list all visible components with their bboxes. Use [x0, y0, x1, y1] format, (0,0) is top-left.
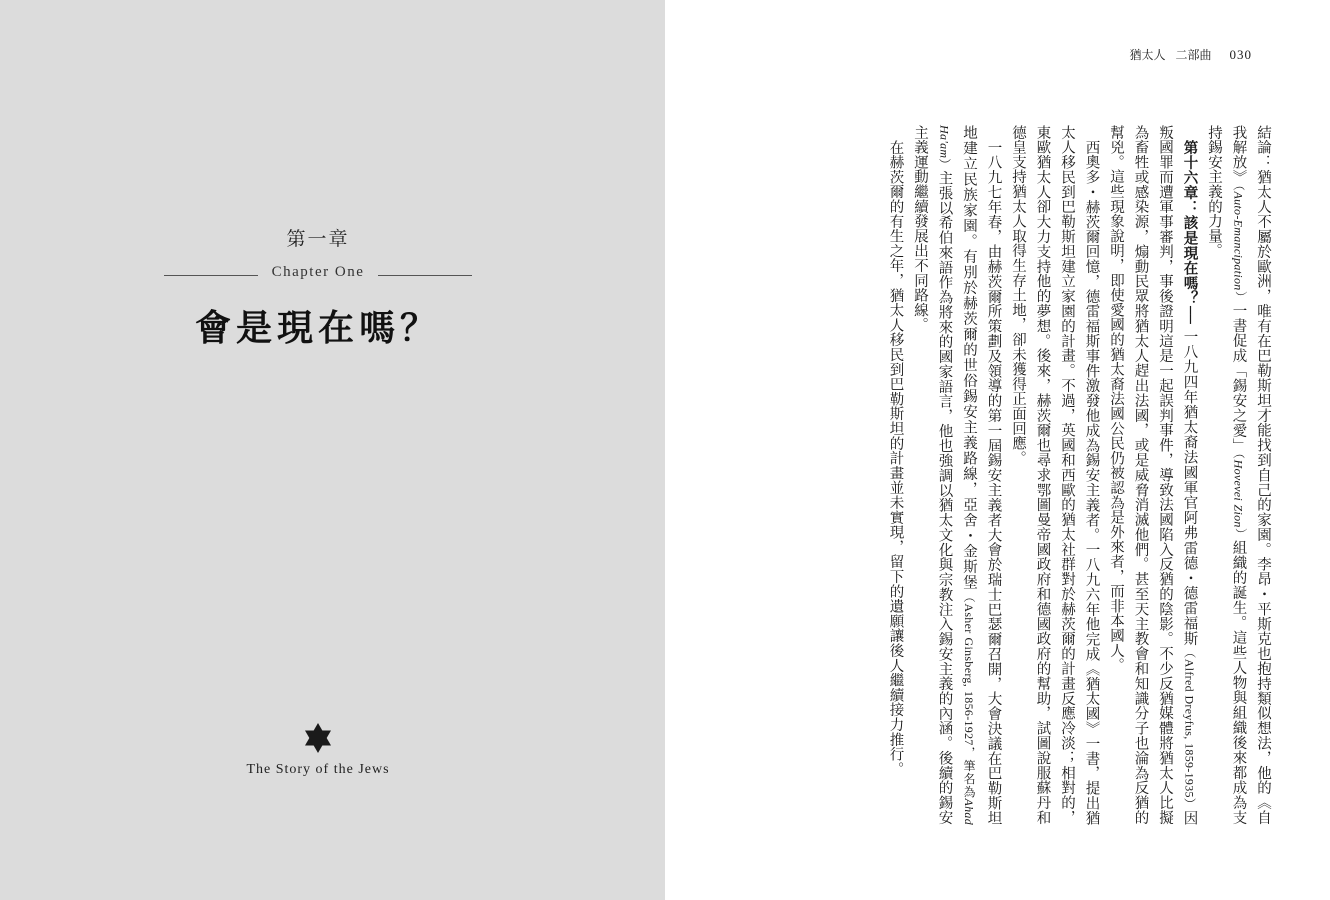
latin-term: （Hovevei Zion） [1231, 453, 1246, 541]
chapter-english: Chapter One [271, 264, 365, 280]
paragraph [1104, 125, 1202, 825]
latin-term: （Auto-Emancipation） [1231, 184, 1246, 304]
right-page [665, 0, 1330, 900]
text-run: 主張以希伯來語作為將來的國家語言，他也強調以猶太文化與宗教注入錫安主義的內涵。後續的錫安主義運動繼續發展出不同路線。 [912, 125, 953, 825]
running-header [1129, 46, 1252, 63]
latin-term: ） [937, 158, 952, 171]
paragraph: 在赫茨爾的有生之年，猶太人移民到巴勒斯坦的計畫並未實現，留下的遺願讓後人繼續接力推行。 [887, 139, 904, 776]
paragraph [908, 125, 1006, 825]
latin-term: （Alfred Dreyfus, 1859-1935） [1182, 645, 1197, 811]
text-run: 因叛國罪而遭軍事審判，事後證明這是一起誤判事件，導致法國陷入反猶的陰影。不少反猶媒體將猶太人比擬為畜牲或感染源，煽動民眾將猶太人趕出法國，或是威脅消滅他們。甚至天主教會和知識分子也淪為反猶的幫兇。這些現象說明，即使愛國的猶太裔法國公民仍被認為是外來者，而非本國人。 [1108, 125, 1198, 825]
divider-right [378, 275, 472, 276]
chapter-label: 第一章 [286, 228, 350, 250]
header-book-title: 猶太人 [1129, 48, 1166, 62]
star-of-david-icon [300, 720, 336, 756]
section-heading: 第十六章：該是現在嗎？ [1181, 139, 1199, 306]
text-run: 結論：猶太人不屬於歐洲，唯有在巴勒斯坦才能找到自己的家園。李昂・平斯克也抱持類似想法，他的《自我解放》 [1230, 125, 1271, 825]
chapter-title: 會是現在嗎？ [194, 307, 441, 349]
text-run: 一八九七年春，由赫茨爾所策劃及領導的第一屆錫安主義者大會於瑞士巴瑟爾召開，大會決議在巴勒斯坦地建立民族家園。有別於赫茨爾的世俗錫安主義路線，亞舍・金斯堡 [961, 125, 1002, 825]
paragraph: 西奧多・赫茨爾回憶，德雷福斯事件激發他成為錫安主義者。一八九六年他完成《猶太國》一書，提出猶太人移民到巴勒斯坦建立家園的計畫。不過，英國和西歐的猶太社群對於赫茨爾的計畫反應冷淡；相對的，東歐猶太人卻大力支持他的夢想。後來，赫茨爾也尋求鄂圖曼帝國政府和德國政府的幫助，試圖說服蘇丹和德皇支持猶太人取得生存土地，卻未獲得正面回應。 [1010, 125, 1100, 825]
header-part: 二部曲 [1175, 48, 1212, 62]
page-number: 030 [1229, 47, 1252, 62]
text-run: 一書促成「錫安之愛」 [1230, 303, 1247, 454]
paragraph [1202, 125, 1276, 825]
series-title: The Story of the Jews [246, 762, 390, 777]
latin-term: （Asher Ginsberg, 1856-1927，筆名為 [962, 590, 976, 799]
text-run: ── 一八九四年猶太裔法國軍官阿弗雷德・德雷福斯 [1181, 305, 1198, 646]
latin-term: Ahad Ha'am [937, 125, 976, 825]
text-run: 組織的誕生。這些人物與組織後來都成為支持錫安主義的力量。 [1206, 125, 1247, 826]
body-text [865, 125, 1275, 825]
